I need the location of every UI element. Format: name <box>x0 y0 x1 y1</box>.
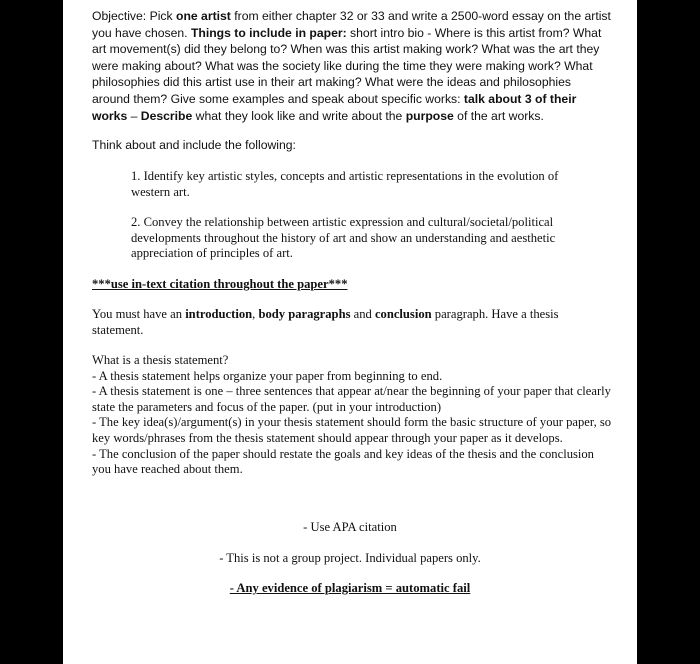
structure-bold: introduction <box>185 307 253 321</box>
think-intro: Think about and include the following: <box>92 138 296 152</box>
list-item: 1. Identify key artistic styles, concepts and artistic representations in the evolution of western art. <box>131 169 559 199</box>
objective-paragraph <box>92 8 612 124</box>
structure-bold: conclusion <box>374 307 432 321</box>
apa-note: - Use APA citation <box>303 520 397 534</box>
objective-bold: talk about 3 of their works <box>92 91 577 123</box>
citation-note: ***use in-text citation throughout the paper*** <box>92 277 348 291</box>
structure-text: You must have an <box>92 307 186 321</box>
objective-bold: purpose <box>405 108 454 123</box>
objective-bold: Things to include in paper: <box>190 25 347 40</box>
objective-text: what they look like and write about the <box>192 108 406 123</box>
objective-bold: Describe <box>140 108 193 123</box>
thesis-line: - A thesis statement is one – three sentences that appear at/near the beginning of your paper that clearly state the parameters and focus of the paper. (put in your introduction) <box>92 384 611 414</box>
structure-text: , <box>252 307 259 321</box>
objective-bold: one artist <box>176 9 231 23</box>
plagiarism-note: - Any evidence of plagiarism = automatic fail <box>229 581 471 595</box>
structure-paragraph <box>92 307 612 338</box>
list-item: 2. Convey the relationship between artistic expression and cultural/societal/political developments throughout the history of art and show an understanding and aesthetic appreciation of principles of art. <box>131 215 556 261</box>
objective-text: from either chapter 32 or 33 and write a 2500-word essay on the artist you have chosen. <box>92 9 611 40</box>
structure-text: and <box>350 307 375 321</box>
objective-text: – <box>127 108 141 123</box>
objective-text: Objective: Pick <box>92 9 176 23</box>
thesis-question: What is a thesis statement? <box>92 353 229 367</box>
group-note: - This is not a group project. Individual papers only. <box>219 551 481 565</box>
objective-text: short intro bio - Where is this artist from? What art movement(s) did they belong to? When was this artist making work? What was the art they were making about? What was the society like during the time they were making work? What philosophies did this artist use in their art making? What were the ideas and philosophies around them? Give some examples and speak about specific works: <box>92 25 602 106</box>
document-page <box>63 0 637 664</box>
thesis-section <box>92 353 612 478</box>
structure-bold: body paragraphs <box>258 307 351 321</box>
objective-text: of the art works. <box>453 108 544 123</box>
thesis-line: - A thesis statement helps organize your paper from beginning to end. <box>92 368 443 383</box>
thesis-line: - The conclusion of the paper should restate the goals and key ideas of the thesis and the conclusion you have reached about them. <box>92 446 594 477</box>
thesis-line: - The key idea(s)/argument(s) in your thesis statement should form the basic structure of your paper, so key words/phrases from the thesis statement should appear through your paper as it develops. <box>92 415 612 445</box>
structure-text: paragraph. Have a thesis statement. <box>92 307 559 337</box>
